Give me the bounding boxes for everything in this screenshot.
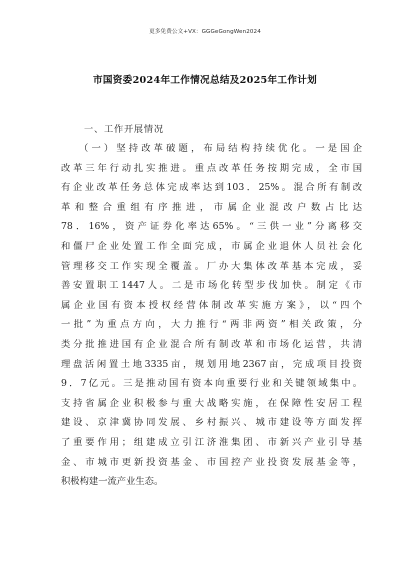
section-heading: 一、工作开展情况	[84, 124, 164, 135]
paragraph-line: 和僵尸企业处置工作全面完成，市属企业退休人员社会化	[61, 240, 362, 252]
paragraph-line: 了重要作用；组建成立引江济淮集团、市新兴产业引导基	[61, 436, 362, 448]
paragraph-line: 78．16%，资产证券化率达65%。“三供一业”分离移交	[61, 221, 362, 233]
paragraph-line: 理盘活闲置土地3335亩，规划用地2367亩，完成项目投资	[61, 358, 362, 370]
document-title: 市国资委2024年工作情况总结及2025年工作计划	[93, 75, 317, 86]
paragraph-line: （一）坚持改革破题，布局结构持续优化。一是国企	[79, 143, 362, 154]
paragraph-line: 类分批推进国有企业混合所有制改革和市场化运营，共清	[61, 338, 362, 350]
paragraph-line: 9．7亿元。三是推动国有资本向重要行业和关键领域集中。	[61, 378, 362, 390]
header-note: 更多免费公文+VX：GGGeGongWen2024	[149, 29, 261, 35]
paragraph-line: 管理移交工作实现全覆盖。厂办大集体改革基本完成，妥	[61, 260, 362, 272]
paragraph-line: 金、市城市更新投资基金、市国控产业投资发展基金等，	[61, 456, 362, 468]
paragraph-line: 一批”为重点方向，大力推行“两非两资”相关政策，分	[61, 319, 362, 331]
paragraph-line: 革和整合重组有序推进，市属企业混改户数占比达	[61, 201, 362, 213]
body-paragraph	[61, 139, 362, 492]
paragraph-line: 有企业改革任务总体完成率达到103．25%。混合所有制改	[61, 182, 362, 194]
paragraph-line: 善安置职工1447人。二是市场化转型步伐加快。制定《市	[61, 280, 362, 292]
paragraph-line: 积极构建一流产业生态。	[61, 476, 164, 488]
paragraph-line: 建设、京津冀协同发展、乡村振兴、城市建设等方面发挥	[61, 417, 362, 429]
paragraph-line: 属企业国有资本授权经营体制改革实施方案》，以“四个	[61, 299, 362, 311]
paragraph-line: 改革三年行动扎实推进。重点改革任务按期完成，全市国	[61, 162, 362, 174]
paragraph-line: 支持省属企业积极参与重大战略实施，在保障性安居工程	[61, 397, 362, 409]
